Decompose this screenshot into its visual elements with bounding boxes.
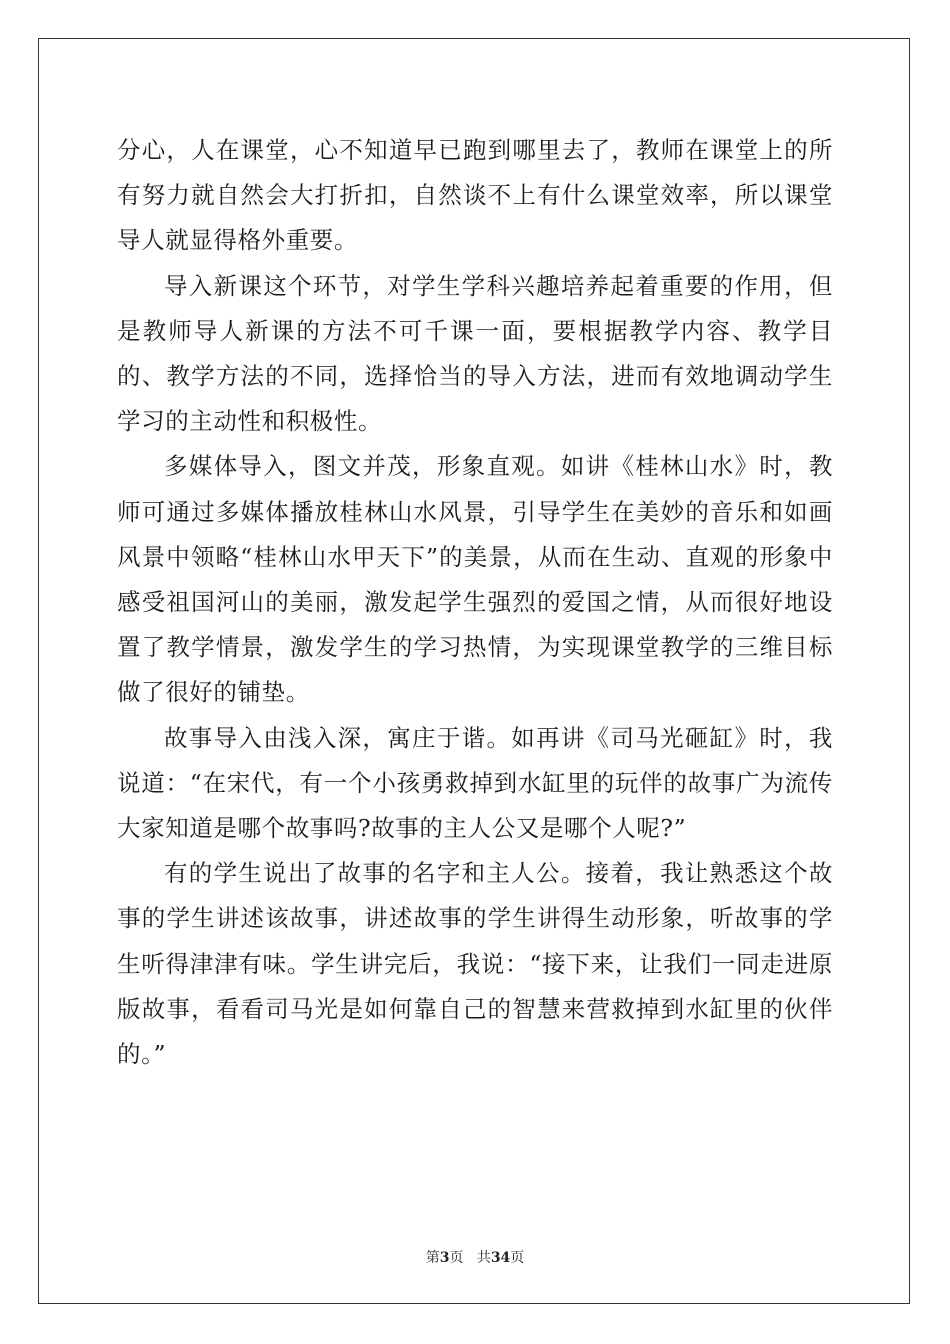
total-suffix: 页 — [510, 1250, 525, 1266]
page-prefix: 第 — [425, 1250, 440, 1266]
page-suffix: 页 — [449, 1250, 464, 1266]
total-prefix: 共 — [476, 1250, 491, 1266]
page-number: 3 — [439, 1250, 450, 1266]
total-pages: 34 — [490, 1250, 511, 1266]
paragraph-3: 多媒体导入，图文并茂，形象直观。如讲《桂林山水》时，教师可通过多媒体播放桂林山水风景，引导学生在美妙的音乐和如画风景中领略“桂林山水甲天下”的美景，从而在生动、直观的形象中感受祖国河山的美丽，激发起学生强烈的爱国之情，从而很好地设置了教学情景，激发学生的学习热情，为实现课堂教学的三维目标做了很好的铺垫。 — [117, 452, 833, 707]
paragraph-5: 有的学生说出了故事的名字和主人公。接着，我让熟悉这个故事的学生讲述该故事，讲述故事的学生讲得生动形象，听故事的学生听得津津有味。学生讲完后，我说：“接下来，让我们一同走进原版故事，看看司马光是如何靠自己的智慧来营救掉到水缸里的伙伴的。” — [117, 859, 833, 1069]
paragraph-2: 导入新课这个环节，对学生学科兴趣培养起着重要的作用，但是教师导人新课的方法不可千课一面，要根据教学内容、教学目的、教学方法的不同，选择恰当的导入方法，进而有效地调动学生学习的主动性和积极性。 — [117, 271, 833, 436]
paragraph-1: 分心，人在课堂，心不知道早已跑到哪里去了，教师在课堂上的所有努力就自然会大打折扣，自然谈不上有什么课堂效率，所以课堂导人就显得格外重要。 — [117, 136, 833, 255]
document-body — [117, 128, 833, 1077]
page-footer — [0, 1247, 950, 1267]
paragraph-4: 故事导入由浅入深，寓庄于谐。如再讲《司马光砸缸》时，我说道：“在宋代，有一个小孩勇救掉到水缸里的玩伴的故事广为流传大家知道是哪个故事吗?故事的主人公又是哪个人呢?” — [117, 723, 833, 843]
